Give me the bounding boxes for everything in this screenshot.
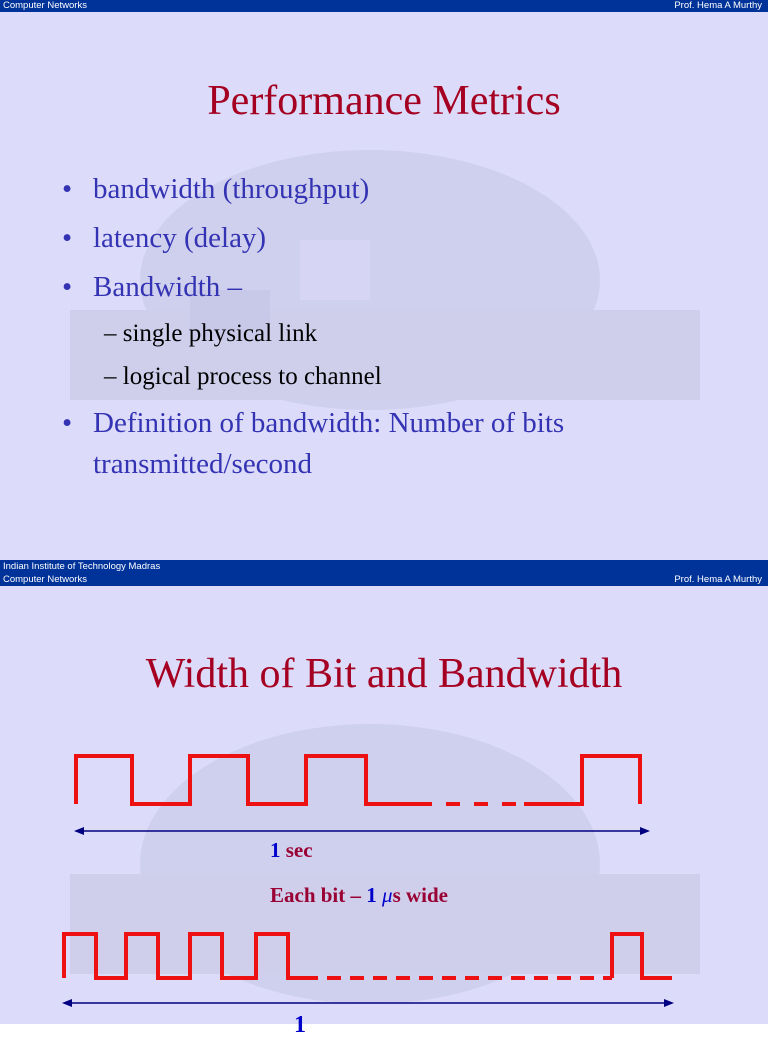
footer-institute: Indian Institute of Technology Madras [3, 561, 161, 572]
each-bit-prefix: Each bit – [270, 883, 362, 907]
slide-title: Performance Metrics [207, 78, 561, 124]
each-bit-value: 1 [366, 883, 377, 907]
waveform-1sec-end [524, 756, 640, 804]
sub-bullet-physical-link: – single physical link [104, 320, 318, 347]
slide-width-of-bit [0, 574, 768, 1038]
each-bit-label [270, 883, 448, 908]
header-course-name: Computer Networks [3, 0, 87, 11]
one-sec-unit: sec [285, 838, 313, 862]
bottom-label-partial: 1 [294, 1012, 306, 1038]
header-course-name: Computer Networks [3, 574, 87, 585]
slide-title: Width of Bit and Bandwidth [145, 651, 623, 697]
bullet-marker: • [62, 222, 73, 254]
slide-footer-bar [0, 560, 768, 574]
sub-bullet-logical-process: – logical process to channel [104, 363, 382, 390]
each-bit-suffix: s wide [392, 883, 448, 907]
bullet-marker: • [62, 173, 73, 205]
arrow-head-right [664, 999, 674, 1007]
bullet-text: bandwidth (throughput) [93, 173, 370, 205]
bullet-marker: • [62, 407, 73, 439]
waveform-1usec-end [612, 934, 672, 978]
each-bit-mu: μ [382, 883, 393, 907]
arrow-head-right [640, 827, 650, 835]
definition-line-1: Definition of bandwidth: Number of bits [93, 407, 565, 439]
one-sec-label [270, 838, 313, 863]
bullet-text: Bandwidth – [93, 271, 243, 303]
bullet-text: latency (delay) [93, 222, 267, 254]
header-author: Prof. Hema A Murthy [674, 0, 762, 11]
waveform-1sec [76, 756, 432, 804]
slide-header-bar [0, 0, 768, 12]
arrow-head-left [62, 999, 72, 1007]
bullet-marker: • [62, 271, 73, 303]
waveform-1usec [64, 934, 304, 978]
bit-waveform-diagram [0, 574, 768, 1024]
definition-line-2: transmitted/second [93, 448, 313, 480]
header-author: Prof. Hema A Murthy [674, 574, 762, 585]
arrow-head-left [74, 827, 84, 835]
one-sec-value: 1 [270, 838, 281, 862]
